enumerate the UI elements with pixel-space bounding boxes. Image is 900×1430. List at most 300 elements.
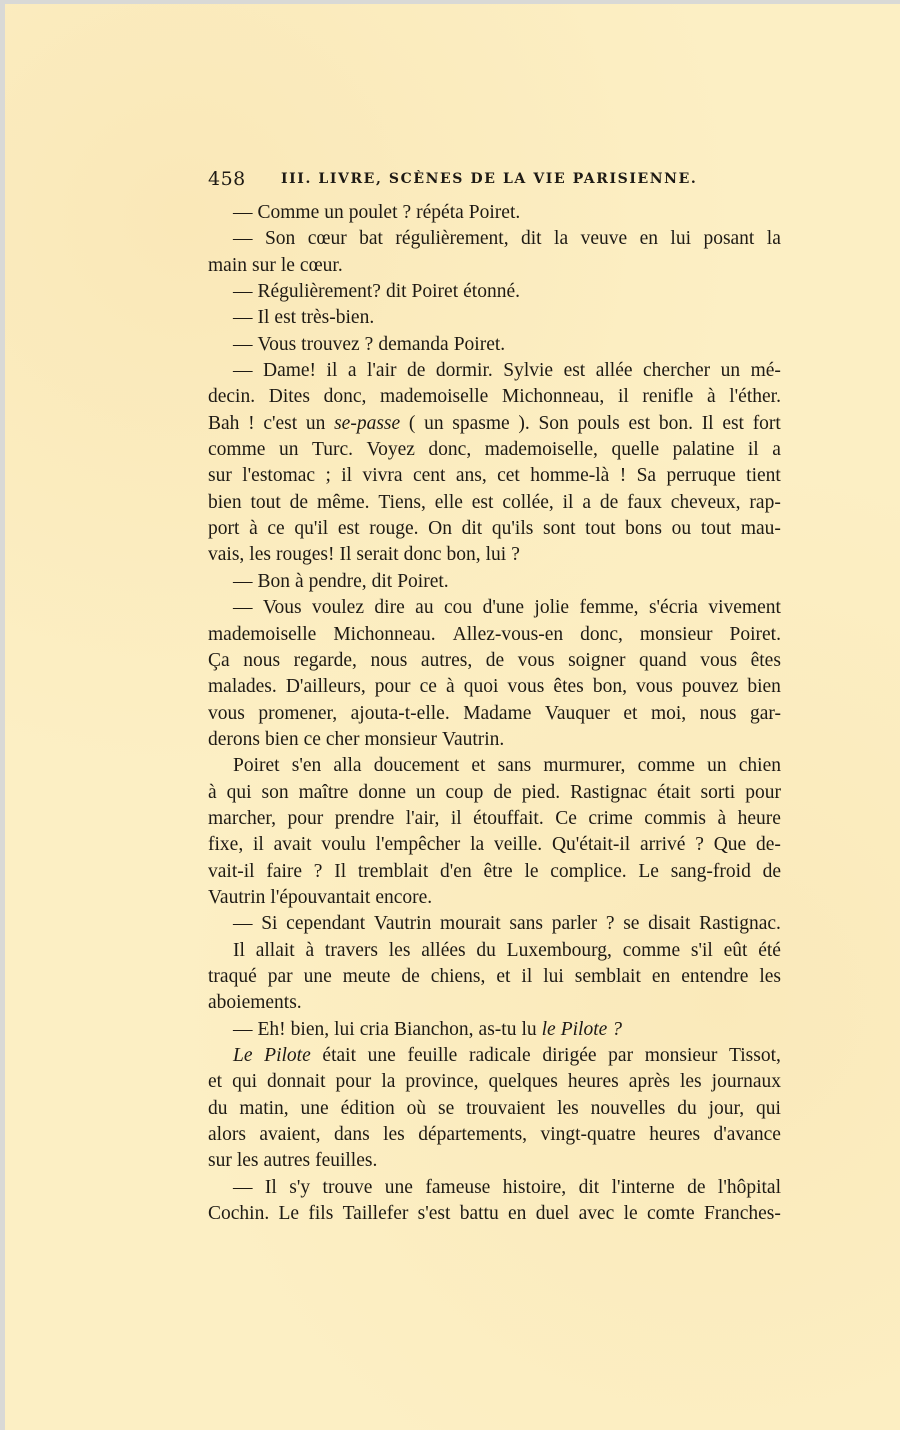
word: avaient, — [259, 1124, 321, 1146]
word: même. — [316, 491, 370, 513]
word: posant — [703, 228, 755, 250]
word: comme — [208, 439, 266, 461]
word: regarde, — [293, 649, 357, 671]
book-page — [5, 4, 900, 1430]
word: dirigée — [542, 1045, 597, 1066]
word: un — [305, 412, 326, 434]
word: tremblait — [357, 860, 429, 882]
text-line — [208, 674, 781, 700]
text-line — [208, 1175, 781, 1201]
word: radicale — [468, 1045, 531, 1066]
word: Ça — [208, 649, 230, 671]
word: le — [524, 860, 539, 882]
page-header — [208, 168, 781, 194]
word: quelle — [611, 439, 660, 461]
word: qui — [232, 1071, 258, 1093]
word: entendre — [681, 965, 749, 987]
word: vous — [636, 676, 673, 698]
word: d'une — [482, 597, 524, 619]
word: à — [249, 518, 258, 540]
word: ! — [248, 412, 255, 434]
text-line — [208, 990, 781, 1016]
word: cet — [497, 465, 520, 487]
word: bon. — [658, 412, 693, 434]
word: Eh! — [257, 1018, 286, 1040]
word: de — [493, 781, 512, 803]
word: Michonneau. — [333, 623, 436, 645]
word: Bah — [208, 412, 240, 434]
word: tout — [700, 518, 732, 540]
word: bons — [625, 518, 662, 540]
word: monsieur — [364, 728, 438, 750]
word: chiens, — [430, 965, 486, 987]
word: — — [233, 281, 253, 303]
word: chien — [738, 755, 781, 777]
word: disait — [648, 913, 691, 935]
text-line — [208, 305, 781, 331]
word: ; — [325, 465, 331, 487]
word: meute — [342, 965, 391, 987]
word: fixe, — [208, 834, 244, 856]
word: de — [406, 360, 426, 382]
word: — — [233, 570, 253, 592]
word: Il — [339, 544, 352, 566]
text-line — [208, 1017, 781, 1043]
word: cria — [359, 1018, 389, 1040]
word: il — [617, 386, 629, 408]
text-line — [208, 832, 781, 858]
word: l'interne — [611, 1176, 675, 1198]
word: trouvaient — [466, 1097, 546, 1119]
word: Son — [538, 412, 569, 434]
word: étouffait. — [473, 807, 544, 829]
word: ? — [313, 860, 323, 882]
text-line — [208, 622, 781, 648]
word: ? — [695, 834, 704, 856]
word: faire — [266, 860, 303, 882]
word: et — [208, 1071, 223, 1093]
word: collée, — [502, 491, 554, 513]
word: les — [249, 544, 271, 566]
word: travers — [324, 939, 378, 961]
word: pour — [374, 676, 411, 698]
word: Voyez — [366, 439, 415, 461]
word: Comme — [257, 202, 320, 223]
word: — — [233, 333, 253, 355]
word: il — [341, 465, 353, 487]
text-line — [208, 1043, 781, 1069]
text-line — [208, 859, 781, 885]
word: allées — [421, 939, 466, 961]
word: il — [521, 965, 533, 987]
word: se — [623, 913, 640, 935]
word: les — [388, 939, 411, 961]
word: il — [326, 360, 338, 382]
word: D'ailleurs, — [285, 676, 366, 698]
word: c'est — [263, 412, 298, 434]
word: Vautrin. — [442, 728, 505, 750]
word: femme, — [579, 597, 639, 619]
word: autres, — [420, 649, 473, 671]
word: dit — [521, 228, 542, 250]
word: été — [758, 939, 781, 961]
word: qu'ils — [491, 518, 534, 540]
word: gar- — [749, 702, 781, 724]
word: ( — [408, 412, 416, 434]
word: Dame! — [262, 360, 317, 382]
word: sur — [252, 254, 276, 276]
word: rouges! — [275, 544, 335, 566]
word: eût — [723, 939, 748, 961]
word: en — [651, 965, 671, 987]
word: du — [208, 1097, 228, 1119]
word: prendre — [334, 807, 395, 829]
word: bien — [265, 728, 299, 750]
word: Poiret. — [729, 623, 781, 645]
italic-word: se-passe — [334, 412, 401, 434]
word: en — [508, 1203, 527, 1225]
text-line — [208, 516, 781, 542]
word: poulet — [348, 202, 398, 223]
word: et — [623, 702, 638, 724]
word: étonné. — [463, 281, 520, 303]
word: histoire, — [502, 1176, 567, 1198]
word: l'hôpital — [717, 1176, 781, 1198]
word: pour — [745, 781, 781, 803]
text-line — [208, 226, 781, 252]
word: très-bien. — [301, 307, 375, 329]
word: Si — [261, 913, 278, 935]
word: jour, — [708, 1097, 745, 1119]
text-line — [208, 753, 781, 779]
word: murmurer, — [543, 755, 626, 777]
word: bien, — [290, 1018, 330, 1040]
word: de — [762, 860, 781, 882]
word: dire — [374, 597, 405, 619]
word: fameuse — [425, 1176, 491, 1198]
word: voulu — [321, 834, 366, 856]
word: Poiret. — [397, 570, 449, 592]
word: est — [337, 518, 360, 540]
word: s'il — [690, 939, 713, 961]
word: un — [278, 439, 299, 461]
word: dit — [371, 570, 393, 592]
word: faux — [627, 491, 662, 513]
word: les — [236, 1150, 259, 1172]
word: à — [446, 676, 455, 698]
word: qui — [226, 781, 252, 803]
word: comme — [637, 755, 695, 777]
word: alla — [333, 755, 362, 777]
word: les — [557, 1097, 579, 1119]
word: Régulièrement? — [257, 281, 381, 303]
word: sans — [509, 913, 543, 935]
word: lui — [334, 1018, 355, 1040]
word: un — [324, 202, 344, 223]
word: se — [438, 1097, 455, 1119]
text-line — [208, 806, 781, 832]
word: sans — [497, 755, 532, 777]
word: Tiens, — [378, 491, 426, 513]
word: Le — [278, 1203, 300, 1225]
word: trouve — [322, 1176, 373, 1198]
text-line — [208, 1201, 781, 1227]
word: une — [384, 1176, 413, 1198]
word: traqué — [208, 965, 257, 987]
word: doucement — [373, 755, 460, 777]
word: la — [381, 1071, 396, 1093]
word: ). — [518, 412, 530, 434]
word: Bon — [257, 570, 291, 592]
word: Son — [264, 228, 296, 250]
word: rap- — [749, 491, 781, 513]
word: bon, — [446, 544, 481, 566]
word: Sylvie — [503, 360, 554, 382]
word: Ce — [555, 807, 577, 829]
word: Rastignac — [570, 781, 648, 803]
italic-word: le — [541, 1018, 556, 1040]
word: êtes — [553, 676, 584, 698]
word: mademoiselle, — [484, 439, 598, 461]
running-head: III. LIVRE, SCÈNES DE LA VIE PARISIENNE. — [281, 171, 698, 187]
word: veuve — [580, 228, 628, 250]
word: du — [476, 939, 496, 961]
word: l'air, — [405, 807, 440, 829]
word: pendre, — [308, 570, 367, 592]
word: donne — [358, 781, 407, 803]
word: édition — [340, 1097, 395, 1119]
text-line — [208, 780, 781, 806]
word: sorti — [700, 781, 736, 803]
word: parler — [551, 913, 598, 935]
word: quelques — [488, 1071, 558, 1093]
word: semblait — [574, 965, 641, 987]
word: un — [424, 412, 444, 434]
word: était — [322, 1045, 356, 1066]
word: êtes — [750, 649, 781, 671]
word: ce — [303, 728, 321, 750]
word: avec — [578, 1203, 615, 1225]
word: sur — [208, 465, 232, 487]
text-line — [208, 885, 781, 911]
word: Poiret. — [468, 202, 521, 223]
word: monsieur — [644, 1045, 718, 1066]
word: d'avance — [713, 1124, 781, 1146]
word: — — [233, 1176, 253, 1198]
word: as-tu — [478, 1018, 517, 1040]
word: et — [496, 965, 511, 987]
word: de — [687, 1176, 706, 1198]
italic-word: Pilote — [264, 1045, 311, 1066]
word: vous — [208, 702, 245, 724]
word: les — [679, 1071, 702, 1093]
word: au — [415, 597, 434, 619]
word: donc, — [323, 386, 367, 408]
word: du — [677, 1097, 697, 1119]
word: Vous — [262, 597, 302, 619]
word: mé- — [750, 360, 781, 382]
word: qu'il — [294, 518, 329, 540]
word: une — [300, 1097, 329, 1119]
word: vingt-quatre — [540, 1124, 636, 1146]
text-line — [208, 1069, 781, 1095]
word: autres — [263, 1150, 311, 1172]
word: Vautrin — [373, 913, 432, 935]
word: Allez-vous-en — [452, 623, 564, 645]
word: — — [233, 1018, 253, 1040]
word: est — [722, 412, 744, 434]
word: cent — [412, 465, 446, 487]
word: tout — [250, 491, 281, 513]
word: sont — [542, 518, 576, 540]
word: mau- — [740, 518, 781, 540]
word: à — [305, 939, 315, 961]
word: Cochin. — [208, 1203, 270, 1225]
word: fort — [752, 412, 781, 434]
word: dormir. — [435, 360, 493, 382]
word: être — [483, 860, 513, 882]
word: vous — [517, 649, 555, 671]
word: cœur. — [299, 254, 343, 276]
word: répéta — [416, 202, 464, 223]
word: à — [706, 386, 716, 408]
word: — — [233, 913, 253, 935]
word: est — [274, 307, 297, 329]
word: bon, — [592, 676, 627, 698]
word: maître — [298, 781, 349, 803]
word: la — [554, 228, 569, 250]
word: il — [562, 491, 574, 513]
word: — — [233, 307, 253, 329]
word: à — [717, 807, 727, 829]
word: cependant — [286, 913, 366, 935]
text-line — [208, 542, 781, 568]
word: son — [261, 781, 289, 803]
word: journaux — [711, 1071, 781, 1093]
text-line — [208, 253, 781, 279]
word: Il — [701, 412, 714, 434]
word: de — [599, 491, 619, 513]
word: une — [303, 965, 332, 987]
text-line — [208, 411, 781, 437]
word: Taillefer — [342, 1203, 409, 1225]
word: port — [208, 518, 240, 540]
word: nous — [370, 649, 408, 671]
word: mourait — [440, 913, 501, 935]
word: derons — [208, 728, 260, 750]
word: Qu'était-il — [551, 834, 631, 856]
word: a — [772, 439, 781, 461]
word: et — [471, 755, 486, 777]
word: ? — [605, 913, 615, 935]
word: Turc. — [311, 439, 353, 461]
italic-word: Le — [233, 1045, 253, 1066]
word: comte — [647, 1203, 695, 1225]
word: départements, — [418, 1124, 528, 1146]
word: l'air — [367, 360, 397, 382]
word: pouvez — [681, 676, 739, 698]
word: sang-froid — [670, 860, 751, 882]
word: demanda — [378, 333, 449, 355]
word: — — [233, 228, 253, 250]
word: tout — [585, 518, 616, 540]
word: les — [759, 965, 781, 987]
word: moi, — [650, 702, 687, 724]
word: mademoiselle — [379, 386, 489, 408]
word: par — [608, 1045, 634, 1066]
word: est — [628, 412, 651, 434]
word: pour — [335, 1071, 372, 1093]
word: vivement — [708, 597, 781, 619]
word: Sa — [636, 465, 657, 487]
word: Le — [638, 860, 659, 882]
text-line — [208, 384, 781, 410]
word: matin, — [239, 1097, 289, 1119]
word: trouvez — [301, 333, 360, 355]
word: qui — [755, 1097, 781, 1119]
word: il — [253, 834, 264, 856]
word: bien — [208, 491, 242, 513]
word: province, — [405, 1071, 479, 1093]
word: bat — [359, 228, 383, 250]
word: d'en — [440, 860, 472, 882]
word: On — [428, 518, 452, 540]
word: jolie — [534, 597, 570, 619]
word: en — [639, 228, 658, 250]
word: decin. — [208, 386, 256, 408]
word: spasme — [452, 412, 510, 434]
word: Rastignac. — [699, 913, 781, 935]
word: Franches- — [703, 1203, 781, 1225]
word: par — [267, 965, 293, 987]
word: le — [280, 254, 295, 276]
word: lui — [543, 965, 564, 987]
word: — — [233, 597, 253, 619]
word: cheveux, — [670, 491, 741, 513]
word: s'est — [417, 1203, 451, 1225]
word: heures — [567, 1071, 619, 1093]
word: l'éther. — [729, 386, 781, 408]
text-line — [208, 648, 781, 674]
word: ? — [511, 544, 520, 566]
word: de- — [756, 834, 781, 856]
word: voulez — [312, 597, 364, 619]
italic-word: Pilote — [560, 1018, 608, 1040]
word: les — [383, 1124, 405, 1146]
word: alors — [208, 1124, 246, 1146]
word: après — [628, 1071, 670, 1093]
word: Il — [264, 1176, 277, 1198]
word: bien — [747, 676, 781, 698]
word: a — [347, 360, 357, 382]
word: veille. — [493, 834, 543, 856]
word: l'épouvantait — [270, 886, 371, 908]
word: malades. — [208, 676, 277, 698]
word: était — [657, 781, 691, 803]
word: vous — [700, 649, 738, 671]
word: vais, — [208, 544, 245, 566]
word: dit — [461, 518, 483, 540]
word: vous — [507, 676, 545, 698]
word: lui — [485, 544, 507, 566]
word: lu — [521, 1018, 537, 1040]
word: de — [401, 965, 420, 987]
word: dit — [385, 281, 407, 303]
text-line — [208, 490, 781, 516]
word: palatine — [672, 439, 735, 461]
page-number: 458 — [208, 168, 246, 190]
word: Luxembourg, — [506, 939, 612, 961]
